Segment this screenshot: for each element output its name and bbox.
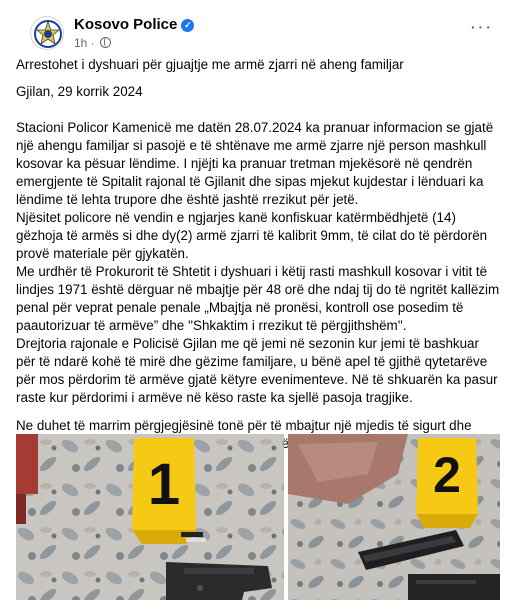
- post-paragraph: Njësitet policore në vendin e ngjarjes kanë konfiskuar katërmbëdhjetë (14) gëzhoja të armës si dhe dy(2) armë zjarri të kalibrit 9mm, të cilat do të përdorën provë materiale për gjykatën.: [16, 210, 488, 261]
- post-place-date: Gjilan, 29 korrik 2024: [16, 84, 143, 99]
- photo-grid: [16, 434, 500, 600]
- post-header: [16, 12, 496, 52]
- globe-icon: [100, 37, 111, 48]
- post-paragraph: Stacioni Policor Kamenicë me datën 28.07.2024 ka pranuar informacion se gjatë një ahengu familjar si pasojë e të shtënave me armë zjarre një person mashkull kosovar ka pësuar lëndime. I njëjti ka pranuar tretman mjekësorë në qendrën emergjente të Spitalit rajonal të Gjilanit dhe sipas mjekut kujdestar i lënduari ka lëndime të lehta trupore dhe është jashtë rrezikut për jetë.: [16, 120, 494, 207]
- evidence-photo-1[interactable]: [16, 434, 284, 600]
- verified-badge-icon: ✓: [181, 19, 194, 32]
- post-title: Arrestohet i dyshuari për gjuajtje me armë zjarri në aheng familjar: [16, 57, 404, 72]
- page-name[interactable]: Kosovo Police: [74, 16, 178, 33]
- post-paragraph: Drejtoria rajonale e Policisë Gjilan me që jemi në sezonin kur jemi të bashkuar për të ndarë kohë të mirë dhe gëzime familjare, u bënë apel të gjithë qytetarëve për mos përdorim të armëve gjatë këtyre evenimenteve. Në të shkuarën ka pasur raste kur përdorimi i armëve në këso raste ka sjellë pasoja tragjike.: [16, 336, 498, 405]
- post-time[interactable]: 1h: [74, 36, 88, 50]
- police-logo-icon[interactable]: [30, 16, 64, 50]
- post-paragraph: Ne duhet të marrim përgjegjësinë tonë për të mbajtur një mjedis të sigurt dhe: [16, 418, 472, 433]
- post-paragraph: Me urdhër të Prokurorit të Shtetit i dyshuari i këtij rasti mashkull kosovar i vitit të lindjes 1971 është dërguar në mbajtje për 48 orë dhe ndaj tij do të ngritët kallëzim penal për veprat penale penale „Mbajtja në pronësi, kontroll ose posedim të paautorizuar të armëve” dhe ''Shkaktim i rrezikut të përgjithshëm''.: [16, 264, 500, 333]
- marker-2-label: 2: [433, 447, 461, 503]
- marker-1-label: 1: [147, 452, 181, 517]
- post-body: [16, 56, 500, 453]
- post-meta: [74, 36, 111, 50]
- meta-separator: ·: [90, 36, 95, 50]
- page-name-link[interactable]: [74, 16, 194, 33]
- more-options-icon[interactable]: ···: [469, 16, 493, 38]
- evidence-photo-2[interactable]: [288, 434, 500, 600]
